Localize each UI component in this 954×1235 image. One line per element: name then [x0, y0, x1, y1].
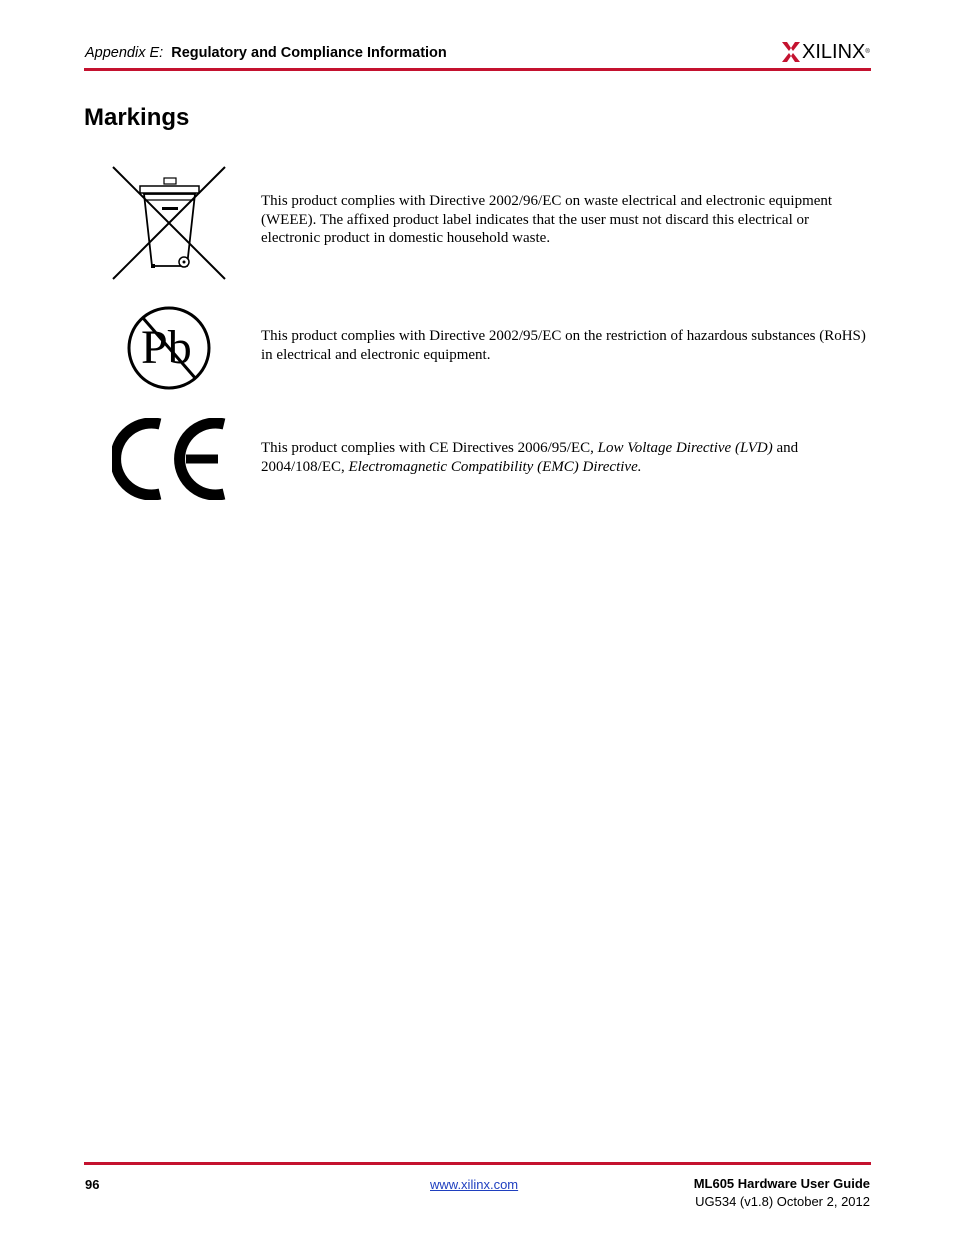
weee-crossed-bin-icon	[112, 166, 227, 281]
ce-mark-icon	[112, 418, 227, 500]
rohs-compliance-text: This product complies with Directive 2002/95/EC on the restriction of hazardous substances (RoHS) in electrical and electronic equipment.	[261, 328, 866, 363]
footer-rule	[84, 1162, 871, 1165]
guide-title: ML605 Hardware User Guide	[693, 1176, 870, 1191]
logo-registered-mark: ®	[865, 49, 870, 55]
xilinx-x-mark-icon	[782, 42, 800, 62]
pb-label: Pb	[141, 321, 192, 374]
ce-compliance-text	[261, 439, 871, 476]
header-rule	[84, 68, 871, 71]
xilinx-logo	[782, 40, 872, 64]
appendix-title: Regulatory and Compliance Information	[171, 45, 447, 61]
ce-text-mid: and 2004/108/EC,	[261, 440, 799, 475]
running-header	[85, 45, 447, 61]
appendix-label: Appendix E:	[85, 45, 164, 61]
ce-text-prefix: This product complies with CE Directives 2006/95/EC,	[261, 440, 598, 456]
guide-revision: UG534 (v1.8) October 2, 2012	[695, 1194, 870, 1209]
ce-emc-directive: Electromagnetic Compatibility (EMC) Directive.	[348, 458, 642, 475]
section-heading: Markings	[84, 104, 190, 131]
weee-compliance-text: This product complies with Directive 2002/96/EC on waste electrical and electronic equipment (WEEE). The affixed product label indicates that the user must not discard this electrical or electronic product in domestic household waste.	[261, 193, 833, 246]
page-number: 96	[85, 1177, 100, 1192]
ce-lvd-directive: Low Voltage Directive (LVD)	[597, 440, 773, 456]
logo-wordmark: XILINX	[802, 41, 866, 63]
website-link[interactable]: www.xilinx.com	[430, 1177, 519, 1192]
rohs-pb-free-icon	[126, 305, 212, 391]
